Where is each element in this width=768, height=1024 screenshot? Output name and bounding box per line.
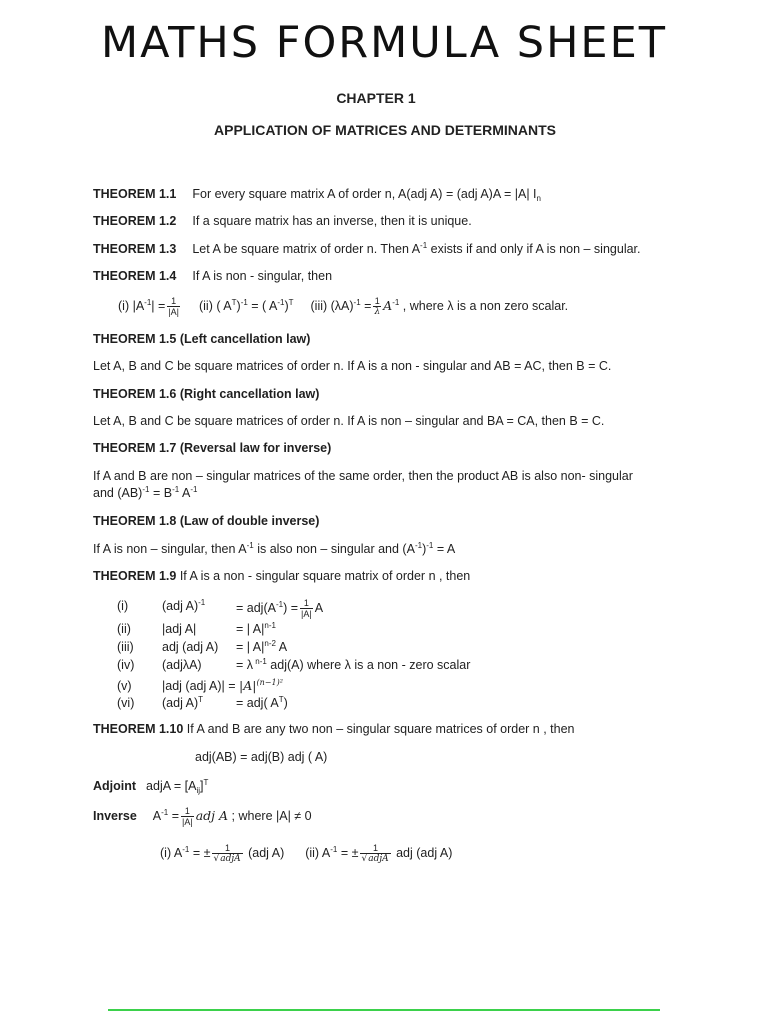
- superscript: -1: [142, 485, 150, 494]
- chapter-subtitle: APPLICATION OF MATRICES AND DETERMINANTS: [214, 122, 556, 138]
- sqrt-radicand: adjA: [220, 854, 241, 864]
- formula-text: = adj(A: [236, 600, 276, 615]
- fraction: [167, 296, 180, 317]
- theorem-label: THEOREM 1.3: [93, 242, 177, 256]
- footer-divider: [108, 1009, 660, 1011]
- fraction-denominator: [360, 854, 390, 864]
- formula-text: ): [284, 298, 289, 313]
- list-item-lhs: (adjλA): [162, 658, 202, 672]
- inverse-definition: [93, 806, 312, 827]
- formula-text: is also non – singular and (A: [253, 542, 415, 556]
- formula-text: A: [152, 808, 162, 823]
- formula-text: adj (adj A): [392, 845, 453, 860]
- superscript: -1: [414, 541, 423, 550]
- theorem-1-9: [93, 568, 470, 584]
- superscript: -1: [246, 541, 254, 550]
- theorem-text: Let A be square matrix of order n. Then A: [192, 242, 421, 256]
- formula-text: = ±: [337, 845, 359, 860]
- superscript: -1: [275, 599, 284, 609]
- fraction-numerator: 1: [167, 296, 180, 307]
- list-item-number: (vi): [117, 696, 135, 710]
- formula-text: (ii) ( A: [198, 298, 232, 313]
- formula-text: A: [383, 297, 393, 313]
- superscript: -1: [426, 541, 434, 550]
- theorem-1-5-text: Let A, B and C be square matrices of order n. If A is a non - singular and AB = AC, then B = C.: [93, 359, 612, 373]
- adjoint-definition: [93, 778, 208, 794]
- list-item-rhs: [236, 639, 287, 655]
- fraction-numerator: 1: [181, 806, 194, 817]
- theorem-1-8-text: [93, 541, 455, 557]
- theorem-1-10: [93, 721, 575, 737]
- subscript: ij: [196, 786, 200, 795]
- theorem-1-4-results: [118, 296, 568, 317]
- sqrt-icon: √: [361, 854, 368, 864]
- theorem-1-6-text: Let A, B and C be square matrices of order n. If A is non – singular and BA = CA, then B = C.: [93, 414, 605, 428]
- inverse-formulas: [160, 843, 452, 864]
- theorem-1-1: [93, 186, 541, 202]
- theorem-1-4: [93, 268, 332, 284]
- list-item-lhs: [162, 695, 203, 711]
- formula-text: A: [314, 600, 324, 615]
- formula-text: ; where |A| ≠ 0: [228, 808, 312, 823]
- superscript: -1: [161, 807, 169, 817]
- superscript: n-1: [264, 621, 276, 630]
- theorem-label: THEOREM 1.4: [93, 269, 177, 283]
- formula-text: =: [168, 808, 180, 823]
- fraction-numerator: 1: [374, 296, 380, 306]
- theorem-text: If a square matrix has an inverse, then it is unique.: [192, 214, 472, 228]
- list-item-number: (i): [117, 599, 129, 613]
- formula-text: ): [283, 696, 288, 710]
- formula-text: adj(A) where λ is a non - zero scalar: [266, 658, 471, 672]
- superscript: T: [198, 695, 204, 704]
- fraction-denominator: |A|: [168, 307, 180, 317]
- formula-text: (i) A: [160, 845, 183, 860]
- theorem-1-7-line2: [93, 485, 197, 501]
- formula-text: = ( A: [247, 298, 278, 313]
- fraction-denominator: λ: [374, 307, 381, 317]
- fraction-denominator: |A|: [182, 817, 193, 827]
- superscript: n-2: [264, 639, 276, 648]
- list-item-rhs: [236, 695, 288, 711]
- theorem-label: THEOREM 1.2: [93, 214, 177, 228]
- formula-text: = | A|: [236, 622, 265, 636]
- superscript: -1: [277, 297, 285, 307]
- list-item-lhs: |adj A|: [162, 622, 197, 636]
- formula-text: (adj A): [162, 599, 199, 613]
- formula-text: | =: [151, 298, 166, 313]
- formula-text: If A is non – singular, then A: [93, 542, 247, 556]
- formula-text: ): [422, 542, 427, 556]
- list-item-lhs: [162, 598, 205, 614]
- theorem-1-10-formula: adj(AB) = adj(B) adj ( A): [195, 750, 328, 764]
- formula-text: ]: [200, 779, 204, 793]
- formula-text: = ±: [189, 845, 211, 860]
- theorem-1-7-label: THEOREM 1.7 (Reversal law for inverse): [93, 441, 332, 455]
- superscript: -1: [240, 297, 248, 307]
- fraction-denominator: [212, 854, 242, 864]
- superscript: -1: [353, 297, 361, 307]
- theorem-text: For every square matrix A of order n, A(adj A) = (adj A)A = |A| I: [192, 187, 537, 201]
- fraction: [360, 843, 390, 864]
- superscript: T: [288, 297, 294, 307]
- fraction-numerator: 1: [300, 598, 313, 609]
- superscript: -1: [330, 844, 338, 854]
- fraction: [212, 843, 242, 864]
- formula-text: = λ: [236, 658, 254, 672]
- theorem-1-7-line1: If A and B are non – singular matrices of the same order, then the product AB is also non- singular: [93, 469, 633, 483]
- formula-text: , where λ is a non zero scalar.: [399, 298, 569, 313]
- theorem-text: exists if and only if A is non – singular.: [427, 242, 641, 256]
- subscript: n: [536, 194, 541, 203]
- fraction-numerator: 1: [360, 843, 390, 854]
- list-item-number: (ii): [117, 622, 131, 636]
- fraction: [181, 806, 194, 827]
- page-title: MATHS FORMULA SHEET: [100, 18, 668, 68]
- formula-text: =: [360, 298, 372, 313]
- superscript: -1: [190, 485, 198, 494]
- superscript: -1: [172, 485, 180, 494]
- formula-text: (i) |A: [118, 298, 145, 313]
- formula-text: (adj A): [162, 696, 199, 710]
- superscript: -1: [144, 297, 152, 307]
- formula-text: adjA = [A: [146, 779, 197, 793]
- theorem-1-2: [93, 213, 472, 229]
- list-item-number: (iii): [117, 640, 134, 654]
- formula-text: A: [275, 640, 288, 654]
- definition-label: Adjoint: [93, 779, 137, 793]
- theorem-1-6-label: THEOREM 1.6 (Right cancellation law): [93, 387, 320, 401]
- list-item-rhs: [236, 598, 323, 619]
- sqrt-radicand: adjA: [368, 854, 389, 864]
- formula-text: = A: [433, 542, 456, 556]
- formula-text: (iii) (λA): [310, 298, 354, 313]
- formula-text: ) =: [283, 600, 299, 615]
- theorem-label: THEOREM 1.10: [93, 722, 184, 736]
- formula-text: and (AB): [93, 486, 143, 500]
- formula-text: ): [236, 298, 241, 313]
- theorem-text: If A and B are any two non – singular square matrices of order n , then: [183, 722, 575, 736]
- superscript: -1: [392, 297, 400, 307]
- theorem-text: If A is non - singular, then: [192, 269, 333, 283]
- formula-text: adj A: [195, 807, 229, 823]
- list-item-number: (v): [117, 679, 132, 693]
- sqrt-icon: √: [213, 854, 220, 864]
- superscript: T: [203, 778, 209, 787]
- list-item-number: (iv): [117, 658, 135, 672]
- theorem-1-5-label: THEOREM 1.5 (Left cancellation law): [93, 332, 311, 346]
- fraction: [373, 296, 381, 317]
- formula-text: = | A|: [236, 640, 265, 654]
- definition-label: Inverse: [93, 808, 137, 823]
- formula-text: |A|: [239, 678, 257, 693]
- list-item-lhs: [162, 678, 283, 694]
- formula-text: A: [179, 486, 191, 500]
- theorem-text: If A is a non - singular square matrix of order n , then: [176, 569, 471, 583]
- superscript: n-1: [253, 657, 267, 666]
- formula-text: |adj (adj A)| =: [162, 679, 236, 693]
- superscript: (n−1)²: [256, 678, 283, 687]
- theorem-label: THEOREM 1.1: [93, 187, 177, 201]
- theorem-1-8-label: THEOREM 1.8 (Law of double inverse): [93, 514, 320, 528]
- theorem-label: THEOREM 1.9: [93, 569, 177, 583]
- chapter-heading: CHAPTER 1: [336, 90, 416, 106]
- formula-text: (adj A): [244, 845, 285, 860]
- fraction-denominator: |A|: [301, 609, 312, 619]
- formula-text: = B: [149, 486, 173, 500]
- list-item-lhs: adj (adj A): [162, 640, 219, 654]
- superscript: T: [278, 695, 284, 704]
- fraction-numerator: 1: [212, 843, 242, 854]
- superscript: -1: [420, 241, 428, 250]
- superscript: -1: [182, 844, 190, 854]
- fraction: [300, 598, 313, 619]
- formula-text: (ii) A: [305, 845, 331, 860]
- theorem-1-3: [93, 241, 641, 257]
- list-item-rhs: [236, 657, 470, 673]
- formula-text: = adj( A: [236, 696, 279, 710]
- superscript: T: [231, 297, 237, 307]
- superscript: -1: [198, 598, 206, 607]
- list-item-rhs: [236, 621, 276, 637]
